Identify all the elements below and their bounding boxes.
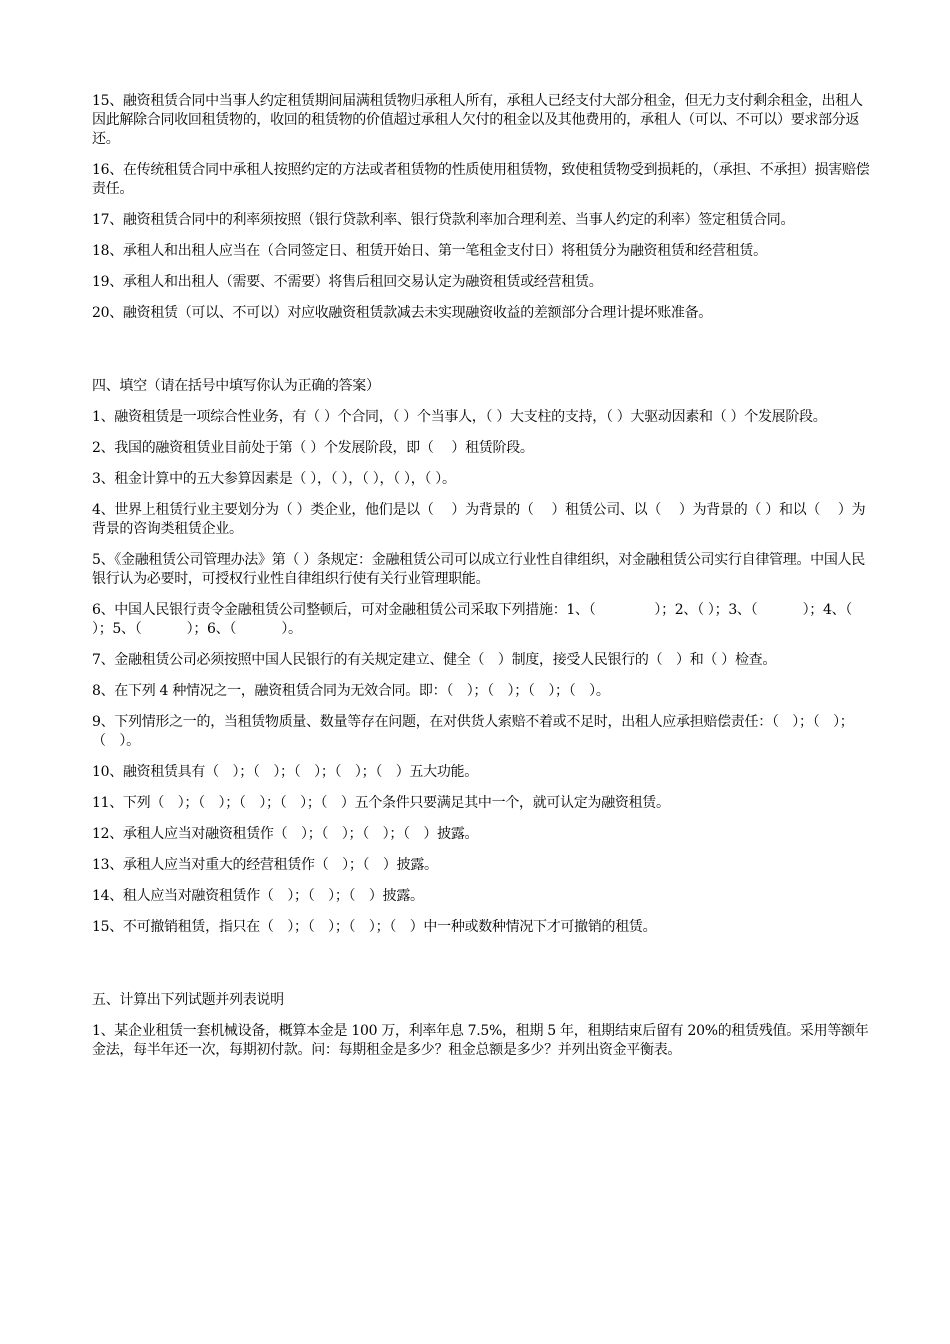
fill-blank-item: 6、中国人民银行责令金融租赁公司整顿后，可对金融租赁公司采取下列措施：1、（ ）；2、（ ）；3、（ ）；4、（ ）；5、（ ）；6、（ ）。 — [92, 602, 898, 637]
fill-blank-item: 10、融资租赁具有（ ）；（ ）；（ ）；（ ）；（ ）五大功能。 — [92, 764, 478, 780]
question-item: 16、在传统租赁合同中承租人按照约定的方法或者租赁物的性质使用租赁物，致使租赁物受到损耗的，（承担、不承担）损害赔偿责任。 — [92, 162, 870, 197]
fill-blank-item: 4、世界上租赁行业主要划分为（ ）类企业，他们是以（ ）为背景的（ ）租赁公司、以（ ）为背景的（ ）和以（ ）为背景的咨询类租赁企业。 — [92, 502, 866, 537]
section-heading: 四、填空（请在括号中填写你认为正确的答案） — [92, 378, 380, 394]
question-item: 19、承租人和出租人（需要、不需要）将售后租回交易认定为融资租赁或经营租赁。 — [92, 274, 603, 290]
fill-blank-item: 13、承租人应当对重大的经营租赁作（ ）；（ ）披露。 — [92, 857, 438, 873]
fill-blank-item: 14、租人应当对融资租赁作（ ）；（ ）；（ ）披露。 — [92, 888, 424, 904]
fill-blank-item: 15、不可撤销租赁，指只在（ ）；（ ）；（ ）；（ ）中一种或数种情况下才可撤销的租赁。 — [92, 919, 657, 935]
section-4 — [92, 377, 898, 937]
fill-blank-item: 5、《金融租赁公司管理办法》第（ ）条规定：金融租赁公司可以成立行业性自律组织，对金融租赁公司实行自律管理。中国人民银行认为必要时，可授权行业性自律组织行使有关行业管理职能。 — [92, 552, 865, 587]
fill-blank-item: 9、下列情形之一的，当租赁物质量、数量等存在问题，在对供货人索赔不着或不足时，出租人应承担赔偿责任：（ ）；（ ）；（ ）。 — [92, 714, 854, 749]
fill-blank-item: 7、金融租赁公司必须按照中国人民银行的有关规定建立、健全（ ）制度，接受人民银行的（ ）和（ ）检查。 — [92, 652, 777, 668]
section-spacer — [92, 335, 870, 377]
fill-blank-item: 12、承租人应当对融资租赁作（ ）；（ ）；（ ）；（ ）披露。 — [92, 826, 479, 842]
section-spacer — [92, 949, 870, 991]
fill-blank-item: 2、我国的融资租赁业目前处于第（ ）个发展阶段，即（ ）租赁阶段。 — [92, 440, 534, 456]
document-page — [92, 92, 898, 1072]
fill-blank-item: 3、租金计算中的五大参算因素是（ ），（ ），（ ），（ ），（ ）。 — [92, 471, 456, 487]
fill-blank-item: 1、融资租赁是一项综合性业务，有（ ）个合同，（ ）个当事人，（ ）大支柱的支持，（ ）大驱动因素和（ ）个发展阶段。 — [92, 409, 827, 425]
question-item: 15、融资租赁合同中当事人约定租赁期间届满租赁物归承租人所有，承租人已经支付大部分租金，但无力支付剩余租金，出租人因此解除合同收回租赁物的，收回的租赁物的价值超过承租人欠付的租金以及其他费用的，承租人（可以、不可以）要求部分返还。 — [92, 93, 863, 147]
calculation-item: 1、某企业租赁一套机械设备，概算本金是 100 万，利率年息 7.5%，租期 5 年，租期结束后留有 20%的租赁残值。采用等额年金法，每半年还一次，每期初付款。问：每期租金是多少？租金总额是多少？并列出资金平衡表。 — [92, 1023, 869, 1058]
question-item: 17、融资租赁合同中的利率须按照（银行贷款利率、银行贷款利率加合理利差、当事人约定的利率）签定租赁合同。 — [92, 212, 795, 228]
section-3-items — [92, 92, 870, 323]
question-item: 18、承租人和出租人应当在（合同签定日、租赁开始日、第一笔租金支付日）将租赁分为融资租赁和经营租赁。 — [92, 243, 767, 259]
section-5 — [92, 991, 870, 1060]
fill-blank-item: 11、下列（ ）；（ ）；（ ）；（ ）；（ ）五个条件只要满足其中一个，就可认定为融资租赁。 — [92, 795, 670, 811]
question-item: 20、融资租赁（可以、不可以）对应收融资租赁款减去未实现融资收益的差额部分合理计提坏账准备。 — [92, 305, 713, 321]
fill-blank-item: 8、在下列 4 种情况之一，融资租赁合同为无效合同。即：（ ）；（ ）；（ ）；（ ）。 — [92, 683, 610, 699]
section-heading: 五、计算出下列试题并列表说明 — [92, 992, 284, 1008]
